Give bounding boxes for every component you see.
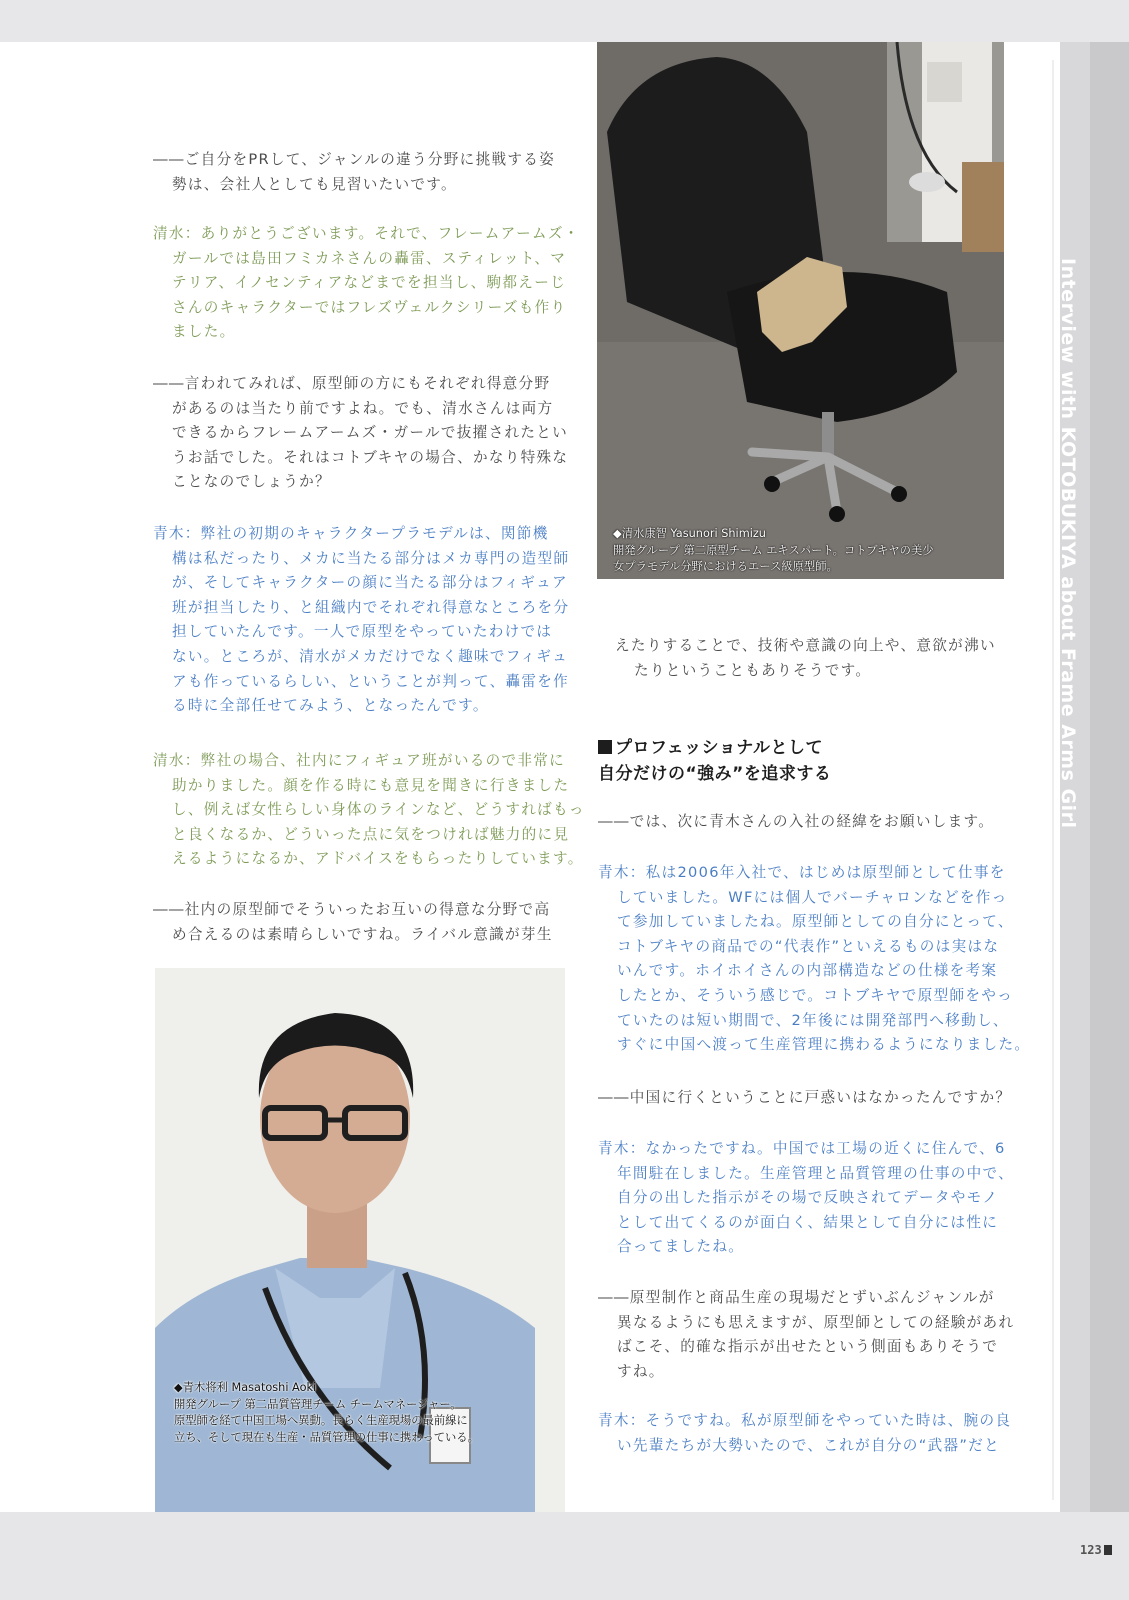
- paragraph-line: め合えるのは素晴らしいですね。ライバル意識が芽生: [172, 925, 553, 943]
- paragraph-line: ばこそ、的確な指示が出せたという側面もありそうで: [617, 1338, 999, 1356]
- aoki-caption: [174, 1380, 479, 1446]
- paragraph-line: すぐに中国へ渡って生産管理に携わるようになりました。: [617, 1036, 1031, 1054]
- paragraph-line: 合ってましたね。: [617, 1238, 745, 1256]
- paragraph-line: ました。: [172, 323, 236, 341]
- paragraph-line: 清水：ありがとうございます。それで、フレームアームズ・: [153, 225, 580, 242]
- section-heading-line-2: 自分だけの“強み”を追求する: [598, 764, 832, 784]
- interviewer-paragraph: [153, 372, 568, 495]
- paragraph-line: て参加していましたね。原型師としての自分にとって、: [617, 913, 1014, 931]
- paragraph-line: できるからフレームアームズ・ガールで抜擢されたとい: [172, 424, 569, 442]
- paragraph-line: 班が担当したり、と組織内でそれぞれ得意なところを分: [172, 598, 570, 616]
- caption-line: ◆青木将利 Masatoshi Aoki: [174, 1381, 317, 1394]
- paragraph-line: る時に全部任せてみよう、となったんです。: [172, 697, 489, 715]
- paragraph-line: 異なるようにも思えますが、原型師としての経験があれ: [617, 1313, 1015, 1331]
- paragraph-line: 青木：なかったですね。中国では工場の近くに住んで、6: [598, 1140, 1006, 1157]
- paragraph-line: 構は私だったり、メカに当たる部分はメカ専門の造型師: [172, 549, 570, 567]
- paragraph-line: として出てくるのが面白く、結果として自分には性に: [617, 1213, 999, 1231]
- paragraph-line: ――社内の原型師でそういったお互いの得意な分野で高: [153, 901, 551, 918]
- paragraph-line: と良くなるか、どういった点に気をつければ魅力的に見: [172, 825, 570, 843]
- paragraph-line: テリア、イノセンティアなどまでを担当し、駒都えーじ: [172, 274, 566, 292]
- paragraph-line: えるようになるか、アドバイスをもらったりしています。: [172, 850, 584, 868]
- caption-line: ◆清水康智 Yasunori Shimizu: [613, 527, 766, 540]
- paragraph-line: ――では、次に青木さんの入社の経緯をお願いします。: [598, 813, 995, 830]
- paragraph-line: し、例えば女性らしい身体のラインなど、どうすればもっ: [172, 801, 585, 819]
- caption-line: 開発グループ 第二原型チーム エキスパート。コトブキヤの美少: [613, 543, 934, 557]
- section-heading-line-1: プロフェッショナルとして: [598, 735, 831, 761]
- section-heading: [598, 735, 831, 787]
- interviewer-paragraph: [615, 634, 996, 683]
- interviewer-paragraph: [598, 1286, 1014, 1384]
- paragraph-line: 青木：弊社の初期のキャラクタープラモデルは、関節機: [153, 525, 549, 542]
- aoki-paragraph: [153, 522, 569, 719]
- paragraph-line: したとか、そういう感じで。コトブキヤで原型師をやっ: [617, 986, 1014, 1004]
- scan-top-margin: [0, 0, 1129, 42]
- paragraph-line: ――言われてみれば、原型師の方にもそれぞれ得意分野: [153, 375, 551, 392]
- square-bullet-icon: [598, 740, 612, 754]
- aoki-paragraph: [598, 1409, 1011, 1458]
- page-number: [1080, 1543, 1112, 1557]
- paragraph-line: ていたのは短い期間で、2年後には開発部門へ移動し、: [617, 1011, 1009, 1029]
- paragraph-line: いんです。ホイホイさんの内部構造などの仕様を考案: [617, 962, 998, 980]
- paragraph-line: たりということもありそうです。: [634, 661, 872, 679]
- paragraph-line: うお話でした。それはコトブキヤの場合、かなり特殊な: [172, 448, 569, 466]
- paragraph-line: すね。: [617, 1362, 665, 1380]
- shimizu-paragraph: [153, 749, 585, 872]
- shimizu-paragraph: [153, 222, 580, 345]
- paragraph-line: ない。ところが、清水がメカだけでなく趣味でフィギュ: [172, 647, 569, 665]
- paragraph-line: えたりすることで、技術や意識の向上や、意欲が沸い: [615, 637, 996, 654]
- paragraph-line: ――ご自分をPRして、ジャンルの違う分野に挑戦する姿: [153, 151, 556, 168]
- caption-line: 開発グループ 第二品質管理チーム チームマネージャー。: [174, 1397, 462, 1411]
- paragraph-line: していました。WFには個人でバーチャロンなどを作っ: [617, 888, 1008, 906]
- caption-line: 女プラモデル分野におけるエース級原型師。: [613, 560, 838, 573]
- paragraph-line: 自分の出した指示がその場で反映されてデータやモノ: [617, 1189, 999, 1207]
- paragraph-line: 勢は、会社人としても見習いたいです。: [172, 175, 457, 193]
- interviewer-paragraph: [153, 148, 555, 197]
- shimizu-chair-photo: [597, 42, 1004, 579]
- paragraph-line: 青木：そうですね。私が原型師をやっていた時は、腕の良: [598, 1412, 1012, 1429]
- paragraph-line: さんのキャラクターではフレズヴェルクシリーズも作り: [172, 298, 567, 316]
- page-number-text: 123: [1080, 1543, 1102, 1557]
- paragraph-line: アも作っているらしい、ということが判って、轟雷を作: [172, 672, 570, 690]
- interviewer-paragraph: [598, 810, 994, 835]
- shimizu-caption: [613, 526, 934, 576]
- paragraph-line: 清水：弊社の場合、社内にフィギュア班がいるので非常に: [153, 752, 566, 769]
- paragraph-line: 年間駐在しました。生産管理と品質管理の仕事の中で、: [617, 1164, 1015, 1182]
- paragraph-line: ――中国に行くということに戸惑いはなかったんですか？: [598, 1089, 1012, 1106]
- caption-line: 立ち、そして現在も生産・品質管理の仕事に携わっている。: [174, 1430, 479, 1444]
- paragraph-line: 助かりました。顔を作る時にも意見を聞きに行きました: [172, 776, 570, 794]
- aoki-paragraph: [598, 1137, 1014, 1260]
- side-title-text: Interview with KOTOBUKIYA about Frame Arms Girl: [1057, 258, 1079, 829]
- paragraph-line: い先輩たちが大勢いたので、これが自分の“武器”だと: [617, 1436, 1000, 1454]
- scan-bottom-margin: [0, 1512, 1129, 1600]
- vertical-side-title: [1050, 258, 1090, 838]
- paragraph-line: が、そしてキャラクターの顔に当たる部分はフィギュア: [172, 574, 568, 592]
- interviewer-paragraph: [598, 1086, 1011, 1111]
- paragraph-line: があるのは当たり前ですよね。でも、清水さんは両方: [172, 399, 554, 417]
- page-mark-icon: [1104, 1545, 1112, 1555]
- caption-line: 原型師を経て中国工場へ異動。長らく生産現場の最前線に: [174, 1414, 468, 1427]
- paragraph-line: ガールでは島田フミカネさんの轟雷、スティレット、マ: [172, 249, 567, 267]
- aoki-paragraph: [598, 861, 1030, 1058]
- paragraph-line: 青木：私は2006年入社で、はじめは原型師として仕事を: [598, 864, 1006, 881]
- paragraph-line: コトブキヤの商品での“代表作”といえるものは実はな: [617, 937, 1000, 955]
- paragraph-line: ――原型制作と商品生産の現場だとずいぶんジャンルが: [598, 1289, 995, 1306]
- paragraph-line: 担していたんです。一人で原型をやっていたわけでは: [172, 623, 553, 641]
- interviewer-paragraph: [153, 898, 553, 947]
- paragraph-line: ことなのでしょうか？: [172, 473, 331, 491]
